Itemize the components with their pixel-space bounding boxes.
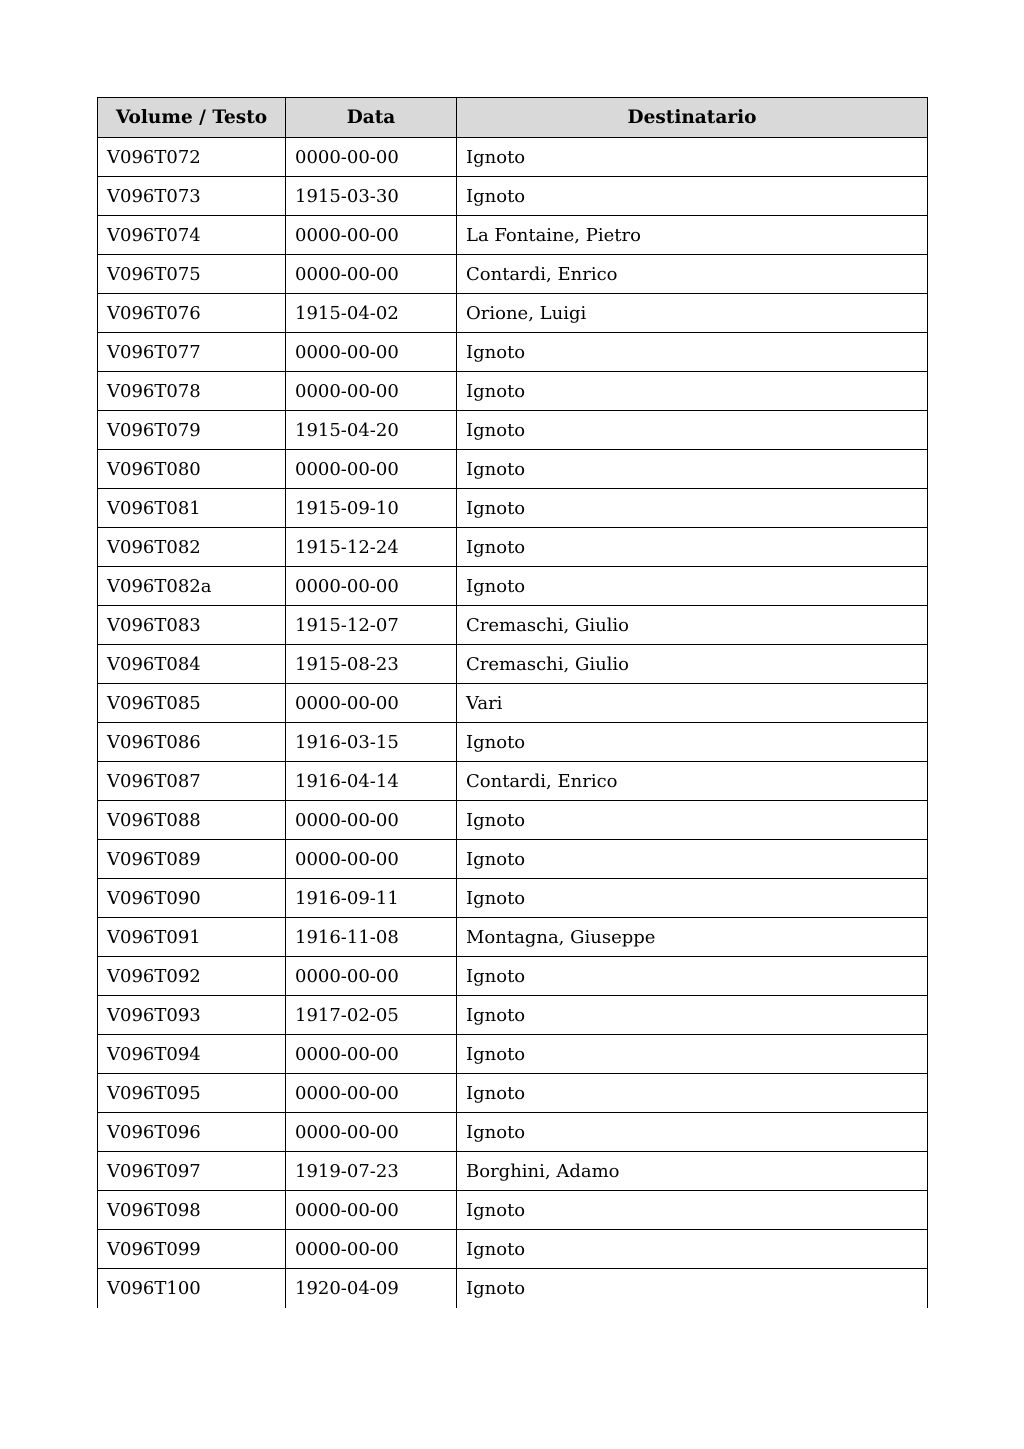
cell-date: 1916-04-14	[286, 762, 457, 801]
cell-date: 1920-04-09	[286, 1269, 457, 1308]
cell-date: 0000-00-00	[286, 957, 457, 996]
cell-date: 1915-12-07	[286, 606, 457, 645]
cell-date: 1916-11-08	[286, 918, 457, 957]
cell-recipient: Cremaschi, Giulio	[457, 645, 928, 684]
cell-date: 1915-09-10	[286, 489, 457, 528]
letters-table	[97, 97, 928, 1308]
table-row	[98, 255, 928, 294]
cell-volume: V096T083	[98, 606, 286, 645]
cell-date: 0000-00-00	[286, 450, 457, 489]
cell-volume: V096T093	[98, 996, 286, 1035]
column-header-date: Data	[286, 98, 457, 138]
table-body	[98, 138, 928, 1308]
cell-date: 0000-00-00	[286, 801, 457, 840]
cell-date: 1915-03-30	[286, 177, 457, 216]
cell-volume: V096T080	[98, 450, 286, 489]
cell-date: 0000-00-00	[286, 138, 457, 177]
cell-recipient: Ignoto	[457, 996, 928, 1035]
cell-volume: V096T085	[98, 684, 286, 723]
cell-volume: V096T073	[98, 177, 286, 216]
cell-volume: V096T072	[98, 138, 286, 177]
cell-volume: V096T096	[98, 1113, 286, 1152]
table-row	[98, 684, 928, 723]
cell-volume: V096T100	[98, 1269, 286, 1308]
cell-date: 1919-07-23	[286, 1152, 457, 1191]
cell-volume: V096T078	[98, 372, 286, 411]
cell-recipient: Ignoto	[457, 1230, 928, 1269]
cell-recipient: Contardi, Enrico	[457, 762, 928, 801]
cell-volume: V096T075	[98, 255, 286, 294]
cell-volume: V096T082a	[98, 567, 286, 606]
cell-date: 1915-04-20	[286, 411, 457, 450]
table-row	[98, 1074, 928, 1113]
cell-recipient: Contardi, Enrico	[457, 255, 928, 294]
cell-recipient: Ignoto	[457, 333, 928, 372]
cell-recipient: Ignoto	[457, 567, 928, 606]
cell-date: 0000-00-00	[286, 567, 457, 606]
cell-recipient: Ignoto	[457, 177, 928, 216]
table-row	[98, 1191, 928, 1230]
cell-volume: V096T094	[98, 1035, 286, 1074]
cell-date: 0000-00-00	[286, 684, 457, 723]
cell-recipient: Ignoto	[457, 138, 928, 177]
cell-date: 1916-03-15	[286, 723, 457, 762]
table-row	[98, 606, 928, 645]
column-header-volume: Volume / Testo	[98, 98, 286, 138]
table-row	[98, 879, 928, 918]
table-row	[98, 450, 928, 489]
cell-volume: V096T077	[98, 333, 286, 372]
table-row	[98, 723, 928, 762]
cell-volume: V096T095	[98, 1074, 286, 1113]
cell-recipient: Ignoto	[457, 1191, 928, 1230]
cell-recipient: Ignoto	[457, 528, 928, 567]
cell-date: 1915-04-02	[286, 294, 457, 333]
cell-date: 0000-00-00	[286, 255, 457, 294]
cell-date: 0000-00-00	[286, 1113, 457, 1152]
table-row	[98, 489, 928, 528]
table-row	[98, 1152, 928, 1191]
cell-volume: V096T086	[98, 723, 286, 762]
cell-date: 0000-00-00	[286, 216, 457, 255]
cell-recipient: Ignoto	[457, 879, 928, 918]
table-row	[98, 372, 928, 411]
cell-recipient: Ignoto	[457, 801, 928, 840]
table-row	[98, 294, 928, 333]
cell-recipient: Ignoto	[457, 1269, 928, 1308]
cell-recipient: Ignoto	[457, 372, 928, 411]
cell-recipient: Ignoto	[457, 1074, 928, 1113]
table-header-row	[98, 98, 928, 138]
cell-recipient: Ignoto	[457, 1113, 928, 1152]
cell-recipient: Ignoto	[457, 411, 928, 450]
cell-volume: V096T092	[98, 957, 286, 996]
cell-volume: V096T091	[98, 918, 286, 957]
table-row	[98, 801, 928, 840]
cell-volume: V096T090	[98, 879, 286, 918]
table-row	[98, 645, 928, 684]
cell-volume: V096T089	[98, 840, 286, 879]
cell-volume: V096T084	[98, 645, 286, 684]
cell-volume: V096T099	[98, 1230, 286, 1269]
table-row	[98, 918, 928, 957]
cell-date: 0000-00-00	[286, 372, 457, 411]
cell-date: 0000-00-00	[286, 333, 457, 372]
cell-date: 1917-02-05	[286, 996, 457, 1035]
table-row	[98, 996, 928, 1035]
cell-date: 1916-09-11	[286, 879, 457, 918]
cell-volume: V096T082	[98, 528, 286, 567]
table-row	[98, 333, 928, 372]
cell-volume: V096T098	[98, 1191, 286, 1230]
cell-volume: V096T074	[98, 216, 286, 255]
table-row	[98, 1269, 928, 1308]
cell-date: 1915-08-23	[286, 645, 457, 684]
cell-recipient: Ignoto	[457, 450, 928, 489]
cell-date: 0000-00-00	[286, 1230, 457, 1269]
cell-volume: V096T088	[98, 801, 286, 840]
table-row	[98, 177, 928, 216]
cell-recipient: Montagna, Giuseppe	[457, 918, 928, 957]
table-row	[98, 216, 928, 255]
table-row	[98, 1035, 928, 1074]
table-row	[98, 957, 928, 996]
table-row	[98, 1230, 928, 1269]
column-header-recipient: Destinatario	[457, 98, 928, 138]
cell-recipient: Borghini, Adamo	[457, 1152, 928, 1191]
cell-date: 0000-00-00	[286, 1035, 457, 1074]
cell-recipient: Cremaschi, Giulio	[457, 606, 928, 645]
table-row	[98, 840, 928, 879]
table-row	[98, 762, 928, 801]
cell-recipient: Ignoto	[457, 840, 928, 879]
cell-recipient: Ignoto	[457, 723, 928, 762]
cell-volume: V096T079	[98, 411, 286, 450]
cell-recipient: Ignoto	[457, 957, 928, 996]
cell-volume: V096T076	[98, 294, 286, 333]
cell-date: 0000-00-00	[286, 840, 457, 879]
cell-volume: V096T097	[98, 1152, 286, 1191]
cell-recipient: La Fontaine, Pietro	[457, 216, 928, 255]
table-row	[98, 567, 928, 606]
table-row	[98, 411, 928, 450]
table-row	[98, 138, 928, 177]
cell-recipient: Orione, Luigi	[457, 294, 928, 333]
cell-recipient: Ignoto	[457, 1035, 928, 1074]
cell-volume: V096T087	[98, 762, 286, 801]
cell-date: 1915-12-24	[286, 528, 457, 567]
cell-volume: V096T081	[98, 489, 286, 528]
cell-recipient: Vari	[457, 684, 928, 723]
table-row	[98, 528, 928, 567]
cell-date: 0000-00-00	[286, 1074, 457, 1113]
cell-date: 0000-00-00	[286, 1191, 457, 1230]
table-row	[98, 1113, 928, 1152]
cell-recipient: Ignoto	[457, 489, 928, 528]
